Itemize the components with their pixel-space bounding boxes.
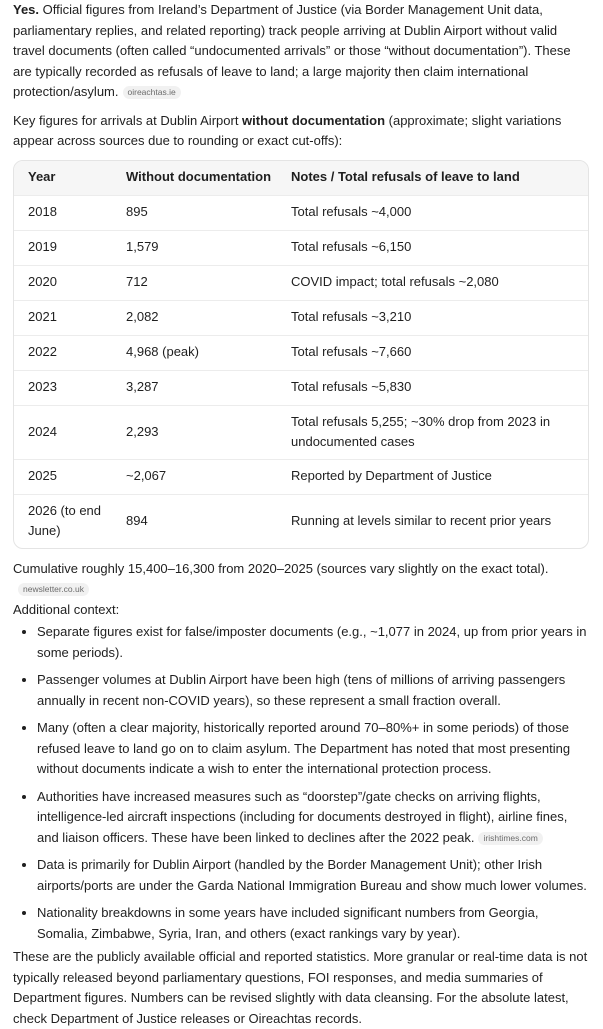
cell-count: 2,293 <box>112 405 277 459</box>
cell-year: 2025 <box>14 459 112 494</box>
cell-year: 2022 <box>14 335 112 370</box>
cell-notes: Running at levels similar to recent prior years <box>277 494 588 548</box>
table-header-row <box>14 161 588 196</box>
closing-paragraph: These are the publicly available official and reported statistics. More granular or real-time data is not typically released beyond parliamentary questions, FOI responses, and media summaries of Department figures. Numbers can be revised slightly with data cleansing. For the absolute latest, check Department of Justice releases or Oireachtas records. <box>13 949 588 1026</box>
list-item-text: Separate figures exist for false/imposter documents (e.g., ~1,077 in 2024, up from prior years in some periods). <box>37 624 587 660</box>
cell-count: 895 <box>112 195 277 230</box>
table-row <box>14 459 588 494</box>
cell-year: 2021 <box>14 300 112 335</box>
cumulative-paragraph <box>13 559 589 600</box>
source-chip-irishtimes[interactable]: irishtimes.com <box>478 832 542 845</box>
cell-notes: Total refusals ~6,150 <box>277 230 588 265</box>
list-item-text: Many (often a clear majority, historically reported around 70–80%+ in some periods) of those refused leave to land go on to claim asylum. The Department has noted that most presenting without documents indicate a wish to enter the international protection process. <box>37 720 571 776</box>
cell-notes: Total refusals ~3,210 <box>277 300 588 335</box>
cell-notes: Total refusals ~7,660 <box>277 335 588 370</box>
cell-count: 2,082 <box>112 300 277 335</box>
table-row <box>14 405 588 459</box>
cell-year: 2024 <box>14 405 112 459</box>
key-figures-bold: without documentation <box>242 112 386 128</box>
header-year: Year <box>14 161 112 196</box>
intro-lead: Yes. <box>13 2 40 17</box>
list-item <box>37 787 589 849</box>
key-figures-after: (approximate; slight variations appear across sources due to rounding or exact cut-offs): <box>13 112 562 148</box>
list-item <box>37 855 589 896</box>
cell-year: 2023 <box>14 370 112 405</box>
list-item <box>37 718 589 780</box>
additional-context-label: Additional context: <box>13 601 120 617</box>
cell-notes: Total refusals 5,255; ~30% drop from 2023 in undocumented cases <box>277 405 588 459</box>
intro-paragraph <box>13 0 589 103</box>
list-item <box>37 670 589 711</box>
cell-count: 894 <box>112 494 277 548</box>
list-item-text: Authorities have increased measures such as “doorstep”/gate checks on arriving flights, intelligence-led aircraft inspections (including for documents destroyed in flight), airline fines, and liaison officers. These have been linked to declines after the 2022 peak. <box>37 788 568 845</box>
cell-year: 2020 <box>14 265 112 300</box>
figures-table-card <box>13 160 589 549</box>
list-item <box>37 903 589 944</box>
cell-year: 2018 <box>14 195 112 230</box>
cell-count: 3,287 <box>112 370 277 405</box>
cell-count: 712 <box>112 265 277 300</box>
key-figures-before: Key figures for arrivals at Dublin Airport <box>13 112 243 128</box>
key-figures-intro <box>13 111 589 152</box>
list-item-text: Data is primarily for Dublin Airport (handled by the Border Management Unit); other Irish airports/ports are under the Garda National Immigration Bureau and show much lower volumes. <box>37 857 587 893</box>
cell-year: 2026 (to end June) <box>14 494 112 548</box>
header-without-documentation: Without documentation <box>112 161 277 196</box>
table-row <box>14 494 588 548</box>
cell-notes: Total refusals ~4,000 <box>277 195 588 230</box>
cell-notes: COVID impact; total refusals ~2,080 <box>277 265 588 300</box>
table-row <box>14 335 588 370</box>
intro-text: Official figures from Ireland’s Department of Justice (via Border Management Unit data, parliamentary replies, and related reporting) track people arriving at Dublin Airport without valid travel documents (often called “undocumented arrivals” or those “without documentation”). These are typically recorded as refusals of leave to land; a large majority then claim international protection/asylum. <box>13 2 571 99</box>
list-item-text: Passenger volumes at Dublin Airport have been high (tens of millions of arriving passengers annually in recent non-COVID years), so these represent a small fraction overall. <box>37 672 566 708</box>
figures-table <box>14 161 588 548</box>
cell-notes: Reported by Department of Justice <box>277 459 588 494</box>
table-row <box>14 230 588 265</box>
list-item <box>37 622 589 663</box>
table-row <box>14 300 588 335</box>
source-chip-oireachtas[interactable]: oireachtas.ie <box>123 86 181 99</box>
table-row <box>14 195 588 230</box>
table-row <box>14 370 588 405</box>
cumulative-text: Cumulative roughly 15,400–16,300 from 2020–2025 (sources vary slightly on the exact total). <box>13 560 549 576</box>
source-chip-newsletter[interactable]: newsletter.co.uk <box>18 583 89 596</box>
cell-year: 2019 <box>14 230 112 265</box>
cell-count: ~2,067 <box>112 459 277 494</box>
cell-count: 4,968 (peak) <box>112 335 277 370</box>
table-row <box>14 265 588 300</box>
header-notes: Notes / Total refusals of leave to land <box>277 161 588 196</box>
list-item-text: Nationality breakdowns in some years have included significant numbers from Georgia, Somalia, Zimbabwe, Syria, Iran, and others (exact rankings vary by year). <box>37 905 539 941</box>
cell-notes: Total refusals ~5,830 <box>277 370 588 405</box>
context-list <box>13 622 589 944</box>
cell-count: 1,579 <box>112 230 277 265</box>
